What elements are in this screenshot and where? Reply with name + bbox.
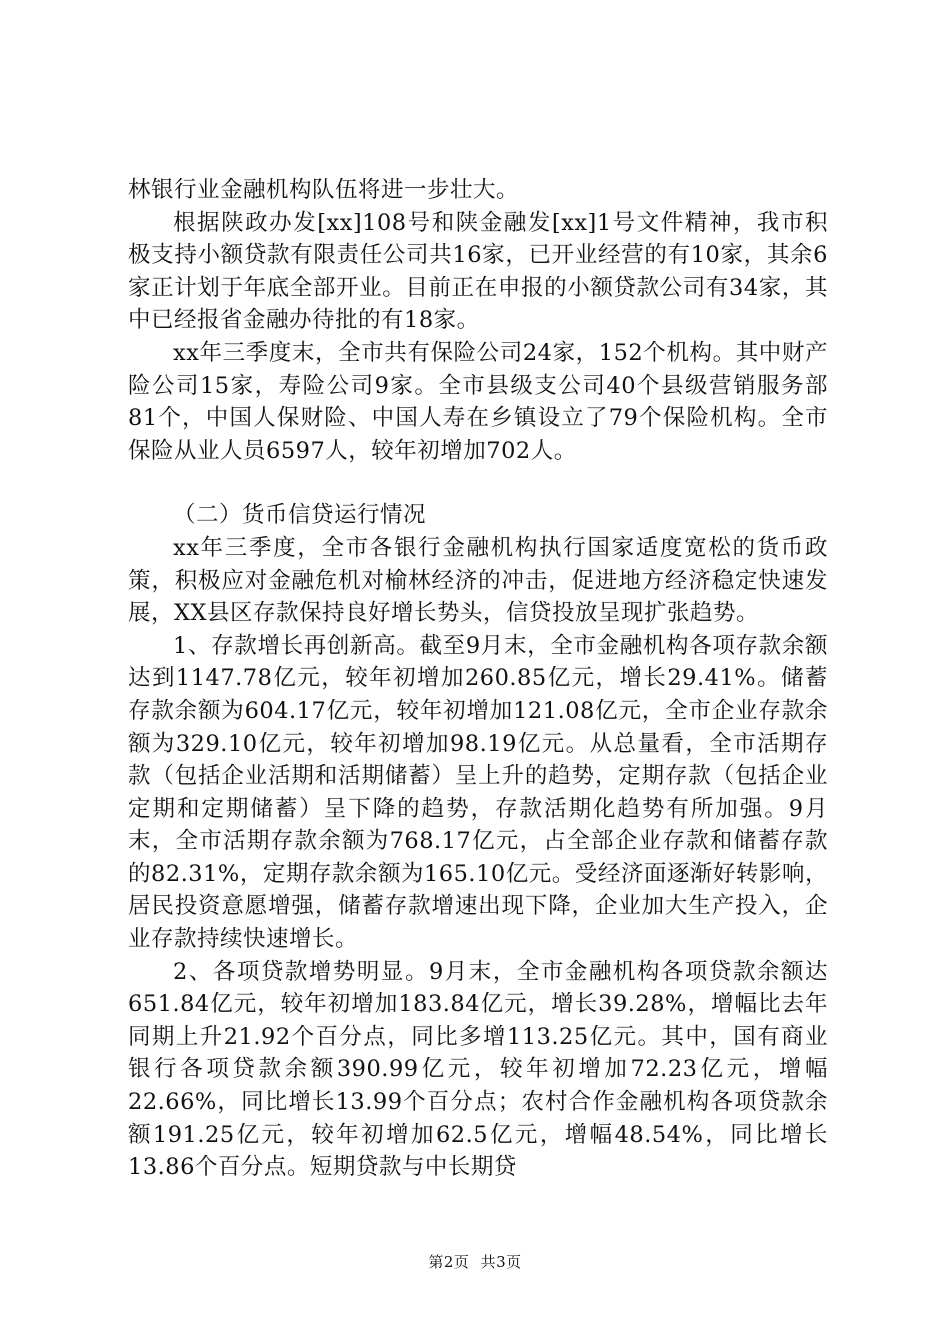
paragraph-deposits: 1、存款增长再创新高。截至9月末，全市金融机构各项存款余额达到1147.78亿元，较年初增加260.85亿元，增长29.41%。储蓄存款余额为604.17亿元，较年初增加121.08亿元，全市企业存款余额为329.10亿元，较年初增加98.19亿元。从总量看，全市活期存款（包括企业活期和活期储蓄）呈上升的趋势，定期存款（包括企业定期和定期储蓄）呈下降的趋势，存款活期化趋势有所加强。9月末，全市活期存款余额为768.17亿元，占全部企业存款和储蓄存款的82.31%，定期存款余额为165.10亿元。受经济面逐渐好转影响，居民投资意愿增强，储蓄存款增速出现下降，企业加大生产投入，企业存款持续快速增长。 (128, 632, 828, 953)
document-body (128, 174, 828, 1184)
page-footer (0, 1251, 950, 1272)
paragraph-microloan: 根据陕政办发[xx]108号和陕金融发[xx]1号文件精神，我市积极支持小额贷款有限责任公司共16家，已开业经营的有10家，其余6家正计划于年底全部开业。目前正在申报的小额贷款公司有34家，其中已经报省金融办待批的有18家。 (128, 209, 828, 334)
paragraph-loans: 2、各项贷款增势明显。9月末，全市金融机构各项贷款余额达651.84亿元，较年初增加183.84亿元，增长39.28%，增幅比去年同期上升21.92个百分点，同比多增113.25亿元。其中，国有商业银行各项贷款余额390.99亿元，较年初增加72.23亿元，增幅22.66%，同比增长13.99个百分点；农村合作金融机构各项贷款余额191.25亿元，较年初增加62.5亿元，增幅48.54%，同比增长13.86个百分点。短期贷款与中长期贷 (128, 958, 828, 1181)
page-number: 第2页 (428, 1253, 470, 1271)
paragraph-continuation: 林银行业金融机构队伍将进一步壮大。 (128, 177, 520, 203)
paragraph-overview: xx年三季度，全市各银行金融机构执行国家适度宽松的货币政策，积极应对金融危机对榆林经济的冲击，促进地方经济稳定快速发展，XX县区存款保持良好增长势头，信贷投放呈现扩张趋势。 (128, 534, 828, 627)
page-total: 共3页 (480, 1253, 522, 1271)
paragraph-insurance: xx年三季度末，全市共有保险公司24家，152个机构。其中财产险公司15家，寿险公司9家。全市县级支公司40个县级营销服务部81个，中国人保财险、中国人寿在乡镇设立了79个保险机构。全市保险从业人员6597人，较年初增加702人。 (128, 339, 828, 464)
section-heading: （二）货币信贷运行情况 (173, 502, 427, 529)
